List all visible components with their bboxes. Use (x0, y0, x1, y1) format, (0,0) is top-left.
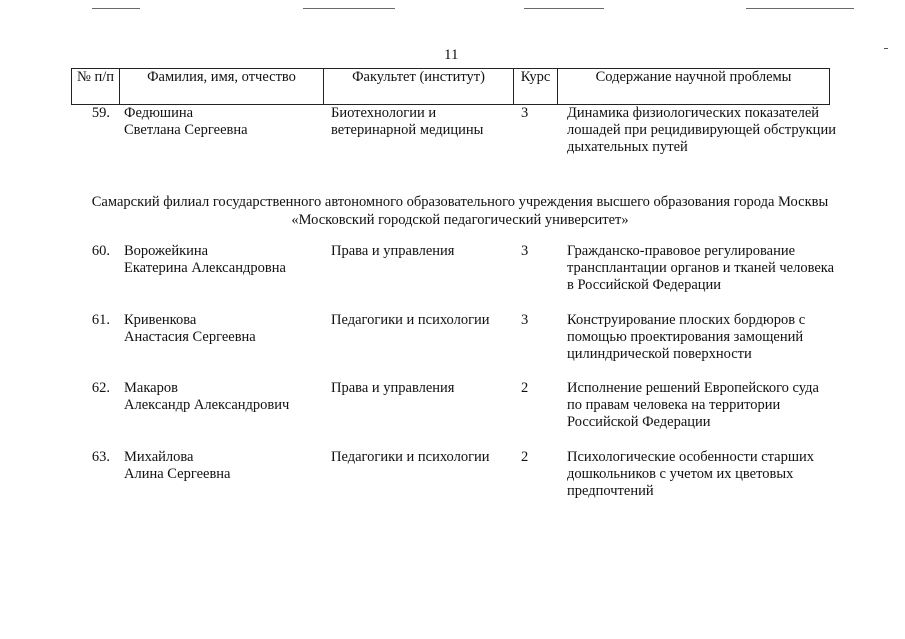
faculty: Права и управления (331, 380, 455, 396)
student-name (124, 449, 324, 483)
student-given-names: Александр Александрович (124, 397, 290, 413)
faculty: Педагогики и психологии (331, 449, 490, 465)
table-header (71, 68, 830, 105)
page-number: 11 (444, 47, 459, 63)
student-surname: Михайлова (124, 449, 194, 465)
research-problem: Гражданско-правовое регулирование трансплантации органов и тканей человека в Российской Федерации (567, 243, 835, 293)
student-surname: Ворожейкина (124, 243, 209, 259)
course: 2 (521, 380, 529, 396)
research-problem: Динамика физиологических показателей лошадей при рецидивирующей обструкции дыхательных путей (567, 105, 836, 155)
header-faculty: Факультет (институт) (324, 69, 514, 105)
scan-artifact-line (92, 8, 140, 9)
course: 3 (521, 243, 529, 259)
section-title: Самарский филиал государственного автономного образовательного учреждения высшего образования города Москвы «Московский городской педагогический университет» (91, 194, 829, 228)
student-given-names: Екатерина Александровна (124, 260, 286, 276)
student-given-names: Анастасия Сергеевна (124, 329, 256, 345)
student-given-names: Алина Сергеевна (124, 466, 231, 482)
student-given-names: Светлана Сергеевна (124, 122, 248, 138)
student-name (124, 312, 324, 346)
row-number: 63. (91, 449, 110, 465)
student-name (124, 380, 324, 414)
row-number: 59. (91, 105, 110, 121)
research-problem: Исполнение решений Европейского суда по правам человека на территории Российской Федерации (567, 380, 819, 430)
faculty: Права и управления (331, 243, 455, 259)
faculty: Педагогики и психологии (331, 312, 490, 328)
header-course: Курс (514, 69, 558, 105)
course: 3 (521, 105, 529, 121)
scan-artifact-line (524, 8, 604, 9)
student-surname: Макаров (124, 380, 178, 396)
scan-artifact-line (746, 8, 854, 9)
header-name: Фамилия, имя, отчество (120, 69, 324, 105)
row-number: 60. (91, 243, 110, 259)
student-surname: Кривенкова (124, 312, 197, 328)
student-name (124, 105, 324, 139)
course: 3 (521, 312, 529, 328)
faculty: Биотехнологии и ветеринарной медицины (331, 105, 484, 138)
row-number: 62. (91, 380, 110, 396)
header-problem: Содержание научной проблемы (558, 69, 830, 105)
scan-artifact-line (303, 8, 395, 9)
student-name (124, 243, 324, 277)
scan-speck (884, 48, 888, 49)
research-problem: Конструирование плоских бордюров с помощью проектирования замощений цилиндрической поверхности (567, 312, 806, 362)
student-surname: Федюшина (124, 105, 194, 121)
header-num: № п/п (72, 69, 120, 105)
research-problem: Психологические особенности старших дошкольников с учетом их цветовых предпочтений (567, 449, 815, 499)
row-number: 61. (91, 312, 110, 328)
course: 2 (521, 449, 529, 465)
